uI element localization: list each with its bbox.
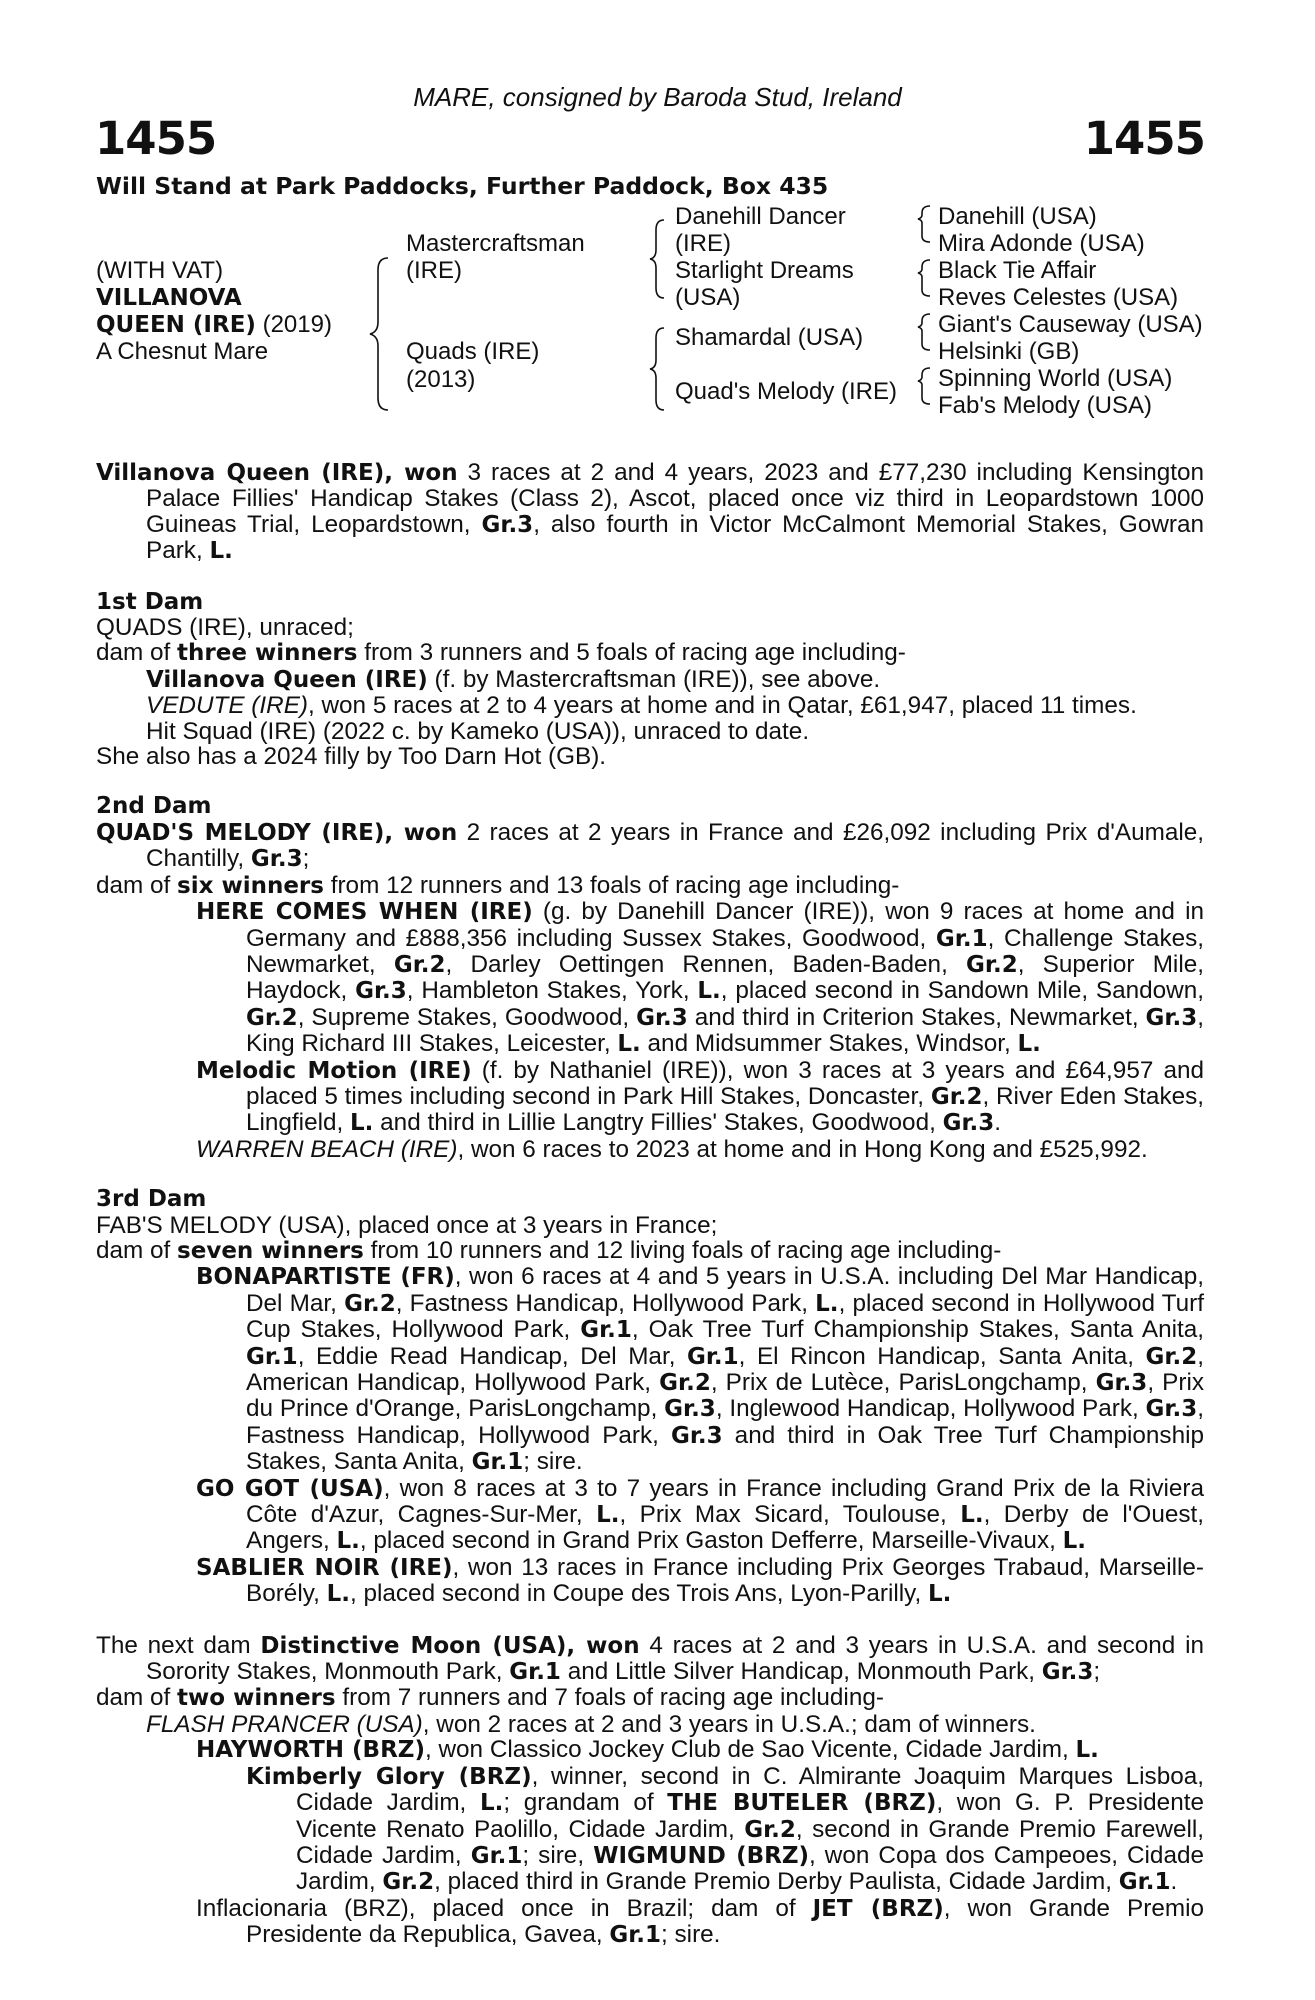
lot-number-left: 1455 xyxy=(95,112,217,165)
third-dam-foal-2: GO GOT (USA), won 8 races at 3 to 7 years in France including Grand Prix de la Riviera Côte d'Azur, Cagnes-Sur-Mer, L., Prix Max Sicard, Toulouse, L., Derby de l'Ouest, Angers, L., placed second in Grand Prix Gaston Defferre, Marseille-Vivaux, L. xyxy=(196,1474,1205,1555)
next-dam-grandfoal-1: HAYWORTH (BRZ), won Classico Jockey Club de Sao Vicente, Cidade Jardim, L. xyxy=(196,1736,1099,1764)
horse-description: A Chesnut Mare xyxy=(96,338,269,365)
next-dam-grandfoal-2: Kimberly Glory (BRZ), winner, second in C. Almirante Joaquim Marques Lisboa, Cidade Jardim, L.; grandam of THE BUTELER (BRZ), won G. P. Presidente Vicente Renato Paolillo, Cidade Jardim, Gr.2, second in Grande Premio Farewell, Cidade Jardim, Gr.1; sire, WIGMUND (BRZ), won Copa dos Campeoes, Cidade Jardim, Gr.2, placed third in Grande Premio Derby Paulista, Cidade Jardim, Gr.1. xyxy=(246,1762,1205,1896)
pedigree-braces xyxy=(0,0,1315,460)
dam-sire: Shamardal (USA) xyxy=(675,324,864,351)
consignor-line: MARE, consigned by Baroda Stud, Ireland xyxy=(413,82,902,112)
dd-dam: Fab's Melody (USA) xyxy=(938,392,1152,419)
second-dam-foal-1: HERE COMES WHEN (IRE) (g. by Danehill Dancer (IRE)), won 9 races at home and in Germany and £888,356 including Sussex Stakes, Goodwood, Gr.1, Challenge Stakes, Newmarket, Gr.2, Darley Oettingen Rennen, Baden-Baden, Gr.2, Superior Mile, Haydock, Gr.3, Hambleton Stakes, York, L., placed second in Sandown Mile, Sandown, Gr.2, Supreme Stakes, Goodwood, Gr.3 and third in Criterion Stakes, Newmarket, Gr.3, King Richard III Stakes, Leicester, L. and Midsummer Stakes, Windsor, L. xyxy=(196,898,1204,1058)
stand-location: Will Stand at Park Paddocks, Further Paddock, Box 435 xyxy=(96,172,829,200)
second-dam-foal-2: Melodic Motion (IRE) (f. by Nathaniel (IRE)), won 3 races at 3 years and £64,957 and placed 5 times including second in Park Hill Stakes, Doncaster, Gr.2, River Eden Stakes, Lingfield, L. and third in Lillie Langtry Fillies' Stakes, Goodwood, Gr.3. xyxy=(196,1056,1205,1137)
sd-sire: Black Tie Affair xyxy=(938,257,1097,284)
third-dam-produce: dam of seven winners from 10 runners and 12 living foals of racing age including- xyxy=(96,1236,1002,1264)
third-dam-foal-1: BONAPARTISTE (FR), won 6 races at 4 and 5 years in U.S.A. including Del Mar Handicap, Del Mar, Gr.2, Fastness Handicap, Hollywood Park, L., placed second in Hollywood Turf Cup Stakes, Hollywood Park, Gr.1, Oak Tree Turf Championship Stakes, Santa Anita, Gr.1, Eddie Read Handicap, Del Mar, Gr.1, El Rincon Handicap, Santa Anita, Gr.2, American Handicap, Hollywood Park, Gr.2, Prix de Lutèce, ParisLongchamp, Gr.3, Prix du Prince d'Orange, ParisLongchamp, Gr.3, Inglewood Handicap, Hollywood Park, Gr.3, Fastness Handicap, Hollywood Park, Gr.3 and third in Oak Tree Turf Championship Stakes, Santa Anita, Gr.1; sire. xyxy=(196,1263,1204,1476)
horse-name-line1: VILLANOVA xyxy=(96,285,242,311)
ss-sire: Danehill (USA) xyxy=(938,203,1097,230)
dam-line2: (2013) xyxy=(406,366,476,393)
sd-dam: Reves Celestes (USA) xyxy=(938,284,1179,311)
sire-dam-line1: Starlight Dreams xyxy=(675,257,854,284)
first-dam-foal-3: Hit Squad (IRE) (2022 c. by Kameko (USA)), unraced to date. xyxy=(146,717,810,745)
first-dam-note: She also has a 2024 filly by Too Darn Hot (GB). xyxy=(96,743,607,771)
sire-line2: (IRE) xyxy=(406,257,462,284)
first-dam-foal-2: VEDUTE (IRE), won 5 races at 2 to 4 years at home and in Qatar, £61,947, placed 11 times. xyxy=(146,692,1137,720)
dam-dam: Quad's Melody (IRE) xyxy=(675,378,897,405)
horse-summary: Villanova Queen (IRE), won 3 races at 2 and 4 years, 2023 and £77,230 including Kensington Palace Fillies' Handicap Stakes (Class 2), Ascot, placed once viz third in Leopardstown 1000 Guineas Trial, Leopardstown, Gr.3, also fourth in Victor McCalmont Memorial Stakes, Gowran Park, L. xyxy=(96,459,1204,565)
ss-dam: Mira Adonde (USA) xyxy=(938,230,1145,257)
first-dam-produce: dam of three winners from 3 runners and 5 foals of racing age including- xyxy=(96,639,906,667)
second-dam-line: QUAD'S MELODY (IRE), won 2 races at 2 years in France and £26,092 including Prix d'Aumale, Chantilly, Gr.3; xyxy=(96,818,1204,873)
first-dam-line: QUADS (IRE), unraced; xyxy=(96,614,354,642)
sire-line1: Mastercraftsman xyxy=(406,230,585,257)
horse-name-line2: QUEEN (IRE) (2019) xyxy=(96,311,332,338)
dd-sire: Spinning World (USA) xyxy=(938,365,1173,392)
next-dam-produce: dam of two winners from 7 runners and 7 foals of racing age including- xyxy=(96,1684,884,1712)
race-record-body xyxy=(96,460,1204,1949)
ds-sire: Giant's Causeway (USA) xyxy=(938,311,1203,338)
dam-line1: Quads (IRE) xyxy=(406,338,540,365)
second-dam-produce: dam of six winners from 12 runners and 13 foals of racing age including- xyxy=(96,871,900,899)
second-dam-foal-3: WARREN BEACH (IRE), won 6 races to 2023 at home and in Hong Kong and £525,992. xyxy=(196,1135,1148,1163)
second-dam-heading: 2nd Dam xyxy=(96,793,212,820)
sire-dam-line2: (USA) xyxy=(675,284,741,311)
next-dam-line: The next dam Distinctive Moon (USA), won 4 races at 2 and 3 years in U.S.A. and second in Sorority Stakes, Monmouth Park, Gr.1 and Little Silver Handicap, Monmouth Park, Gr.3; xyxy=(96,1631,1205,1686)
vat-note: (WITH VAT) xyxy=(96,257,224,284)
sire-sire-line1: Danehill Dancer xyxy=(675,203,846,230)
third-dam-heading: 3rd Dam xyxy=(96,1186,207,1213)
third-dam-foal-3: SABLIER NOIR (IRE), won 13 races in France including Prix Georges Trabaud, Marseille-Borély, L., placed second in Coupe des Trois Ans, Lyon-Parilly, L. xyxy=(196,1553,1204,1608)
sire-sire-line2: (IRE) xyxy=(675,230,731,257)
third-dam-line: FAB'S MELODY (USA), placed once at 3 years in France; xyxy=(96,1211,718,1239)
first-dam-foal-1: Villanova Queen (IRE) (f. by Mastercraftsman (IRE)), see above. xyxy=(146,665,881,693)
ds-dam: Helsinki (GB) xyxy=(938,338,1080,365)
next-dam-foal-1: FLASH PRANCER (USA), won 2 races at 2 and 3 years in U.S.A.; dam of winners. xyxy=(146,1710,1036,1738)
lot-number-right: 1455 xyxy=(1083,112,1205,165)
first-dam-heading: 1st Dam xyxy=(96,588,204,615)
next-dam-grandfoal-3: Inflacionaria (BRZ), placed once in Brazil; dam of JET (BRZ), won Grande Premio Presidente da Republica, Gavea, Gr.1; sire. xyxy=(196,1894,1204,1949)
